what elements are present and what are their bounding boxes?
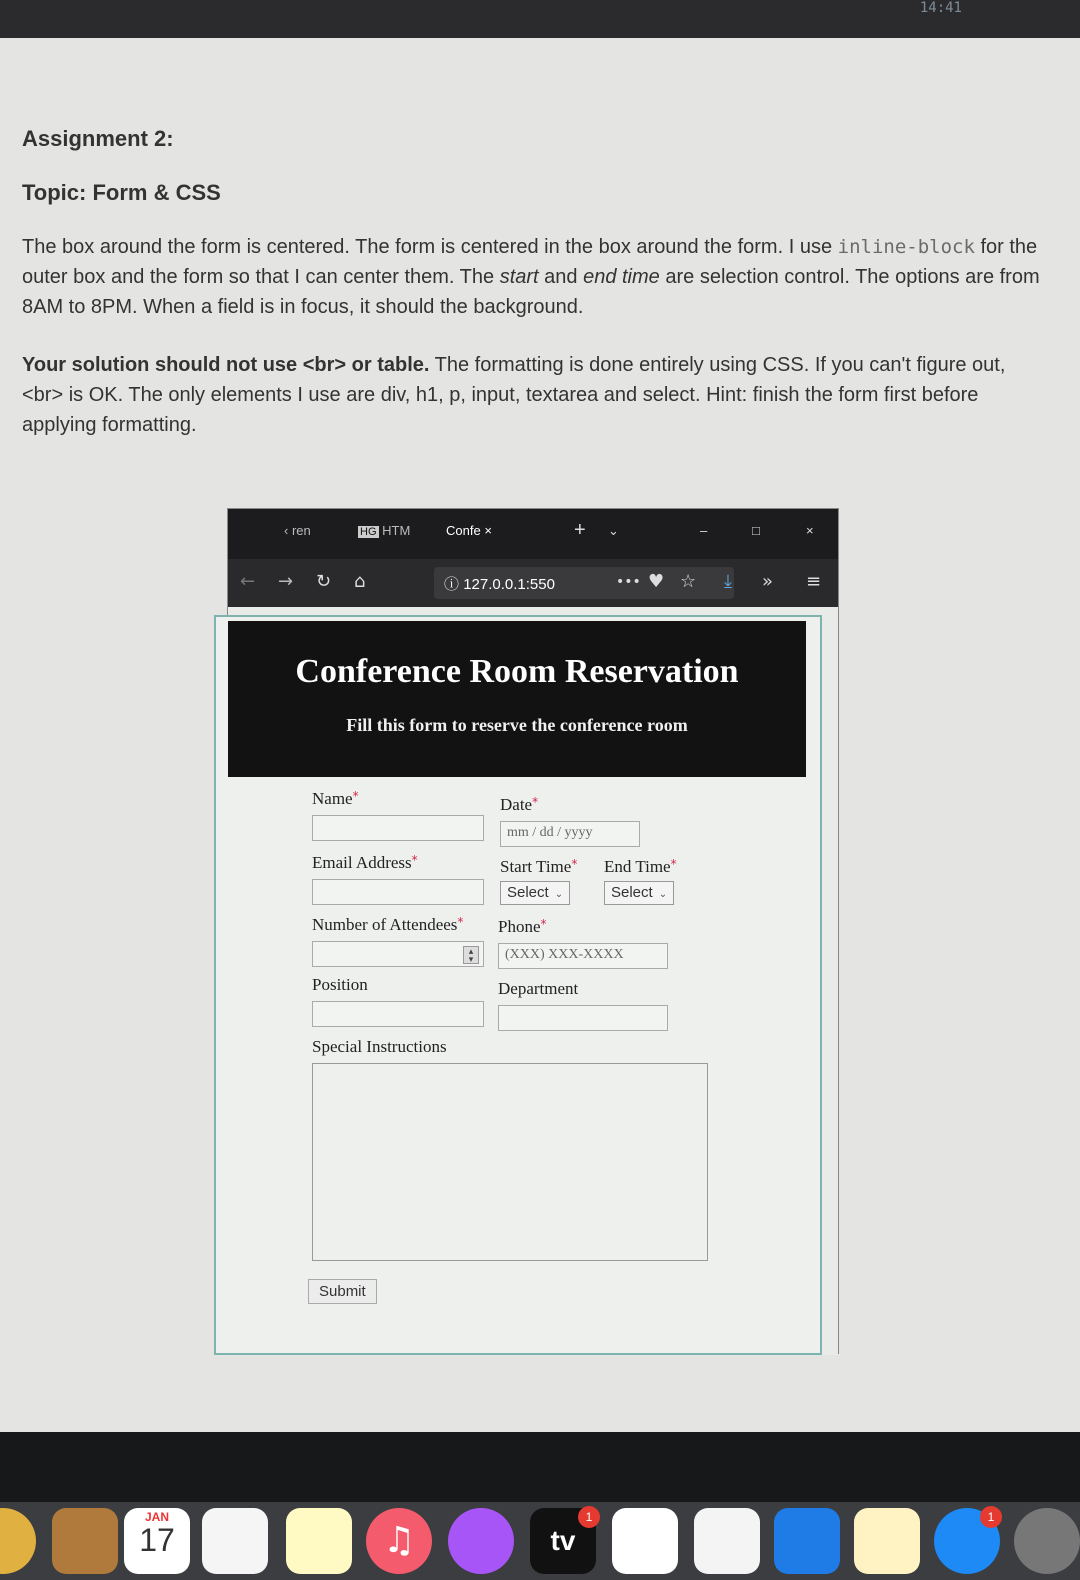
app-store-badge: 1	[980, 1506, 1002, 1528]
position-input[interactable]	[312, 1001, 484, 1027]
hg-favicon-icon: HG	[360, 526, 377, 538]
submit-button[interactable]: Submit	[308, 1279, 377, 1304]
phone-input[interactable]: (XXX) XXX-XXXX	[498, 943, 668, 969]
close-window-button[interactable]: ×	[806, 523, 814, 538]
tab-label: Confe	[446, 523, 481, 538]
contacts-icon[interactable]	[52, 1508, 118, 1574]
date-input[interactable]: mm / dd / yyyy	[500, 821, 640, 847]
p1-text-a: The box around the form is centered. The form is centered in the box around the form. I use	[22, 236, 838, 258]
p1-text-and: and	[538, 266, 584, 288]
end-emphasis: end time	[583, 266, 660, 288]
calendar-icon[interactable]	[124, 1508, 190, 1574]
calendar-month: JAN	[144, 1510, 169, 1524]
start-time-label: Start Time	[500, 857, 572, 876]
required-mark: *	[411, 853, 418, 867]
p2-text: The formatting is done entirely using CSS. If you can't figure out, <br> is OK. The only elements I use are div, h1, p, input, textarea and select. Hint: finish the form first before applying formatting.	[22, 354, 1006, 436]
assignment-title: Assignment 2:	[22, 126, 174, 151]
tab-close-icon[interactable]: ×	[484, 523, 492, 538]
tv-badge: 1	[578, 1506, 600, 1528]
attendees-label: Number of Attendees	[312, 915, 458, 934]
back-icon[interactable]: ←	[240, 571, 256, 592]
form-subtitle: Fill this form to reserve the conference room	[346, 715, 688, 735]
macos-dock	[0, 1432, 1080, 1580]
new-tab-button[interactable]: +	[574, 519, 586, 541]
date-label: Date	[500, 795, 533, 814]
number-spinner-icon[interactable]: ▴ ▾	[463, 946, 479, 964]
p1-text-b: for the outer box and the form so that I can center them. The	[22, 236, 1038, 288]
department-field-group	[498, 979, 668, 1031]
tv-label: tv	[550, 1525, 576, 1556]
attendees-field-group	[312, 915, 484, 967]
bookmark-star-icon[interactable]: ☆	[680, 571, 697, 592]
end-time-select[interactable]	[604, 881, 674, 905]
tab-ren[interactable]: ‹ ren	[284, 523, 311, 538]
position-field-group	[312, 975, 484, 1027]
home-icon[interactable]: ⌂	[354, 571, 366, 592]
inline-block-code: inline-block	[837, 236, 975, 258]
podcasts-icon[interactable]	[448, 1508, 514, 1574]
maximize-button[interactable]: □	[752, 523, 760, 538]
tab-conference[interactable]	[446, 523, 492, 538]
music-icon[interactable]: ♫	[366, 1508, 432, 1574]
position-label: Position	[312, 975, 368, 994]
end-time-label: End Time	[604, 857, 671, 876]
phone-field-group	[498, 917, 668, 969]
name-field-group	[312, 789, 484, 841]
end-time-value: Select	[611, 884, 653, 901]
news-icon[interactable]	[612, 1508, 678, 1574]
start-time-select[interactable]	[500, 881, 570, 905]
phone-label: Phone	[498, 917, 541, 936]
instructions-paragraph-1	[22, 232, 1047, 322]
email-input[interactable]	[312, 879, 484, 905]
required-mark: *	[540, 917, 547, 931]
chevron-down-icon: ⌄	[658, 889, 668, 900]
attendees-input[interactable]	[312, 941, 484, 967]
tab-bar	[228, 509, 838, 559]
required-mark: *	[532, 795, 539, 809]
reminders-icon[interactable]	[202, 1508, 268, 1574]
start-time-group	[500, 857, 577, 905]
start-time-value: Select	[507, 884, 549, 901]
browser-window	[227, 508, 839, 1354]
pages-icon[interactable]	[854, 1508, 920, 1574]
required-mark: *	[670, 857, 677, 871]
url-text: 127.0.0.1:550	[463, 576, 555, 593]
email-label: Email Address	[312, 853, 412, 872]
p1-text-c: are selection control. The options are from 8AM to 8PM. When a field is in focus, it should the background.	[22, 266, 1040, 318]
reload-icon[interactable]: ↻	[316, 571, 332, 592]
date-field-group	[500, 795, 640, 847]
notes-icon[interactable]	[286, 1508, 352, 1574]
forward-icon[interactable]: →	[278, 571, 294, 592]
system-clock: 14:41	[919, 0, 962, 16]
required-mark: *	[457, 915, 464, 929]
email-field-group	[312, 853, 484, 905]
form-header	[228, 621, 806, 777]
department-label: Department	[498, 979, 579, 998]
instructions-paragraph-2	[22, 350, 1047, 440]
chevron-down-icon: ⌄	[554, 889, 564, 900]
instructions-field-group	[312, 1037, 708, 1261]
name-input[interactable]	[312, 815, 484, 841]
p2-bold-text: Your solution should not use <br> or table.	[22, 354, 430, 376]
tab-list-chevron-icon[interactable]: ⌄	[608, 523, 619, 538]
menu-icon[interactable]: ≡	[806, 571, 822, 592]
name-label: Name	[312, 789, 353, 808]
form-title: Conference Room Reservation	[295, 653, 739, 690]
start-emphasis: start	[499, 266, 539, 288]
overflow-icon[interactable]: »	[762, 571, 774, 592]
numbers-icon[interactable]	[694, 1508, 760, 1574]
navigation-toolbar	[228, 559, 838, 607]
info-icon: ⓘ	[444, 576, 460, 593]
system-preferences-icon[interactable]	[1014, 1508, 1080, 1574]
tab-label: HTM	[382, 523, 411, 538]
more-icon[interactable]: •••	[616, 574, 641, 590]
assignment-topic: Topic: Form & CSS	[22, 180, 221, 205]
keynote-icon[interactable]	[774, 1508, 840, 1574]
outer-form-box	[214, 615, 822, 1355]
department-input[interactable]	[498, 1005, 668, 1031]
calendar-day: 17	[139, 1522, 175, 1558]
pocket-icon[interactable]: ♥	[648, 571, 665, 592]
page-viewport	[228, 607, 838, 1355]
download-icon[interactable]: ⤓	[724, 571, 732, 592]
required-mark: *	[571, 857, 578, 871]
instructions-textarea[interactable]	[312, 1063, 708, 1261]
required-mark: *	[352, 789, 359, 803]
end-time-group	[604, 857, 677, 905]
minimize-button[interactable]: –	[700, 523, 708, 538]
tab-label: ren	[291, 523, 311, 538]
system-menu-bar	[0, 0, 1080, 38]
instructions-label: Special Instructions	[312, 1037, 447, 1056]
tab-htm[interactable]	[358, 523, 410, 538]
